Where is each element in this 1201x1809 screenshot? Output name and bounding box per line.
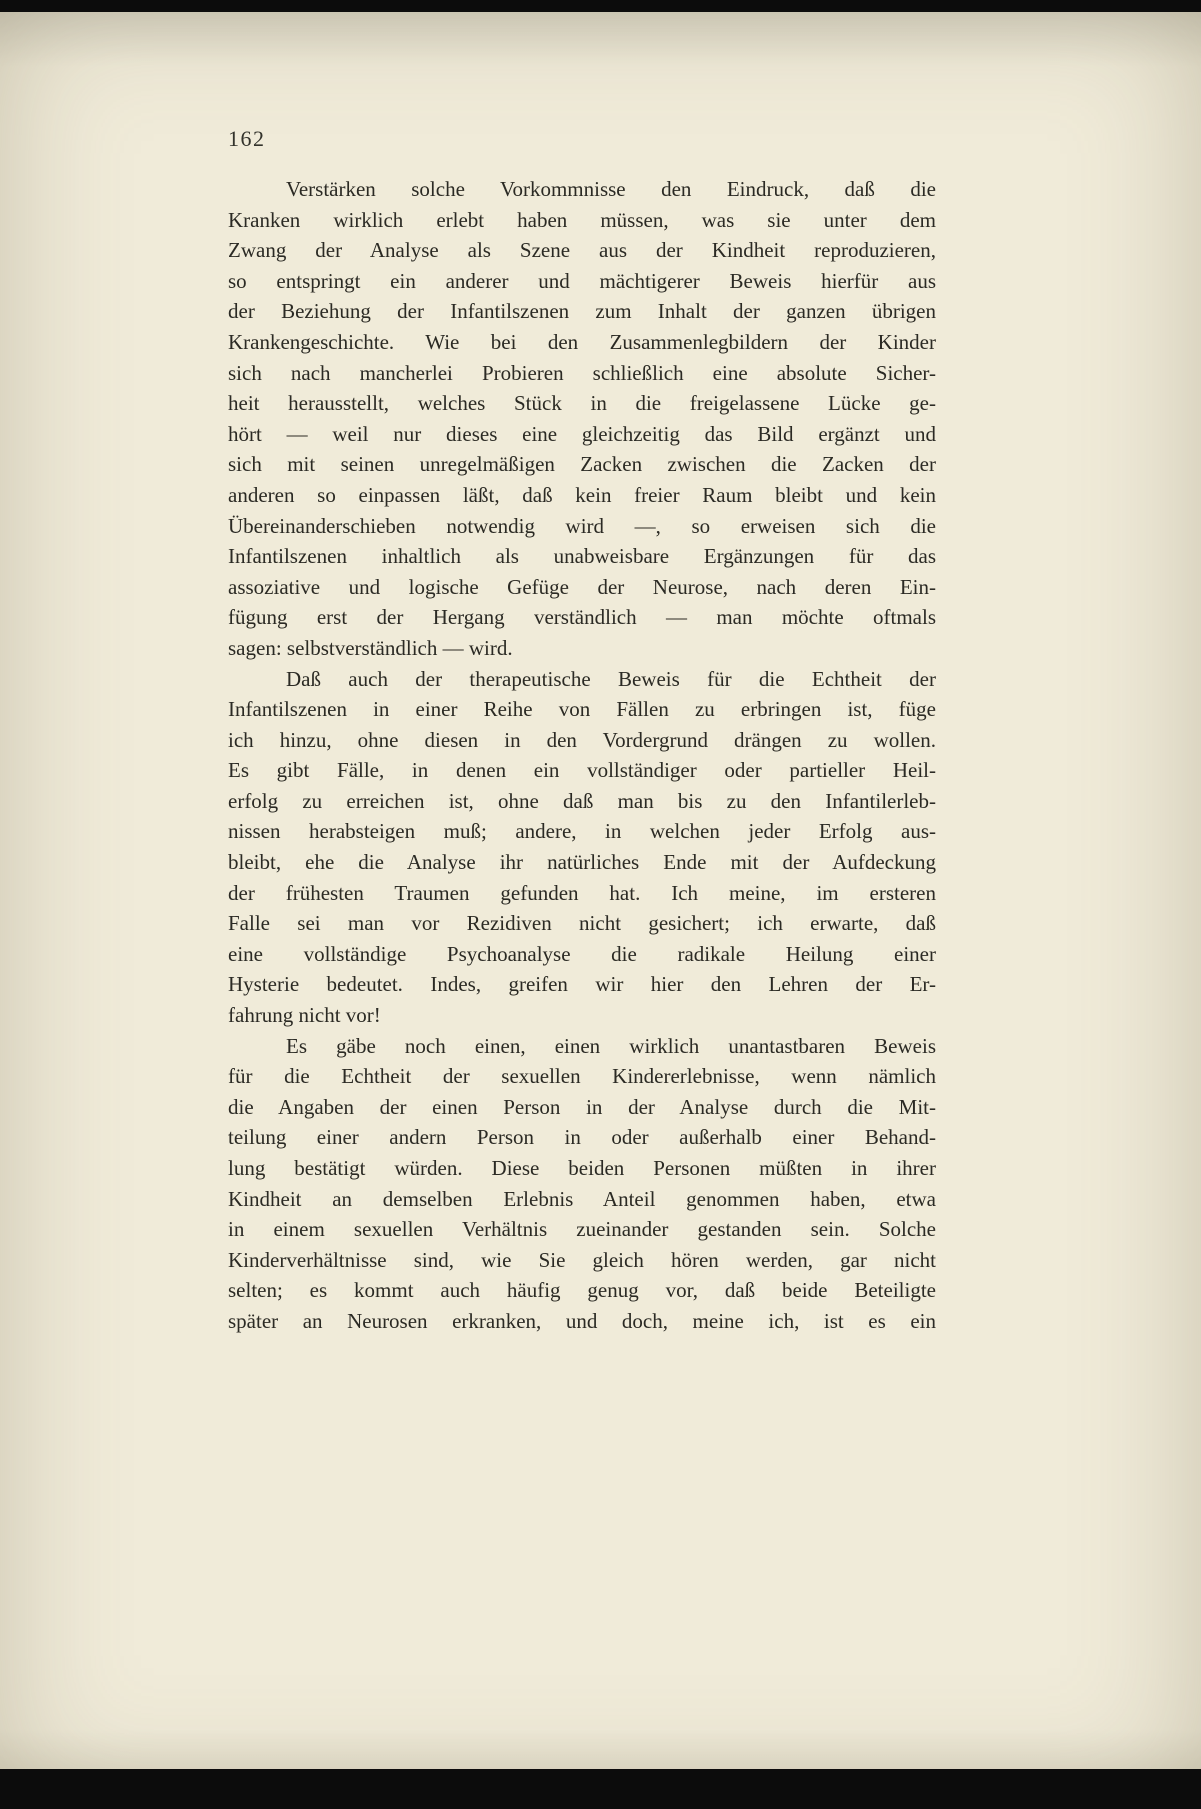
text-line: Es gäbe noch einen, einen wirklich unantastbaren Beweis: [286, 1033, 936, 1058]
text-line: für die Echtheit der sexuellen Kindererlebnisse, wenn nämlich: [228, 1064, 936, 1089]
text-line: eine vollständige Psychoanalyse die radikale Heilung einer: [228, 941, 936, 966]
text-line: Hysterie bedeutet. Indes, greifen wir hier den Lehren der Er-: [228, 972, 936, 997]
text-line: erfolg zu erreichen ist, ohne daß man bis zu den Infantilerleb-: [228, 788, 936, 813]
text-line: selten; es kommt auch häufig genug vor, daß beide Beteiligte: [228, 1278, 936, 1303]
text-line: sich nach mancherlei Probieren schließlich eine absolute Sicher-: [228, 360, 936, 385]
text-line: der Beziehung der Infantilszenen zum Inhalt der ganzen übrigen: [228, 299, 936, 324]
text-line: Verstärken solche Vorkommnisse den Eindruck, daß die: [286, 177, 936, 201]
text-line: Es gibt Fälle, in denen ein vollständiger oder partieller Heil-: [228, 758, 936, 783]
text-line: heit herausstellt, welches Stück in die freigelassene Lücke ge-: [228, 391, 936, 416]
scan-top-shadow: [0, 12, 1201, 67]
text-line: Infantilszenen inhaltlich als unabweisbare Ergänzungen für das: [228, 544, 936, 569]
text-line: fahrung nicht vor!: [228, 1003, 381, 1028]
text-line: sich mit seinen unregelmäßigen Zacken zwischen die Zacken der: [228, 452, 936, 477]
scan-edge-bottom: [0, 1769, 1201, 1809]
page-number: 162: [228, 126, 266, 151]
text-line: ich hinzu, ohne diesen in den Vordergrund drängen zu wollen.: [228, 727, 936, 752]
text-line: Übereinanderschieben notwendig wird —, so erweisen sich die: [228, 513, 936, 538]
text-line: bleibt, ehe die Analyse ihr natürliches Ende mit der Aufdeckung: [228, 850, 936, 875]
text-line: teilung einer andern Person in oder außerhalb einer Behand-: [228, 1125, 936, 1150]
text-line: der frühesten Traumen gefunden hat. Ich meine, im ersteren: [228, 880, 936, 905]
text-line: so entspringt ein anderer und mächtigerer Beweis hierfür aus: [228, 268, 936, 293]
text-line: Falle sei man vor Rezidiven nicht gesichert; ich erwarte, daß: [228, 911, 936, 936]
paragraph: [228, 1031, 936, 1337]
text-line: später an Neurosen erkranken, und doch, meine ich, ist es ein: [228, 1308, 936, 1333]
text-line: Zwang der Analyse als Szene aus der Kindheit reproduzieren,: [228, 238, 936, 263]
text-line: Krankengeschichte. Wie bei den Zusammenlegbildern der Kinder: [228, 329, 936, 354]
paragraph: [228, 174, 936, 664]
text-line: nissen herabsteigen muß; andere, in welchen jeder Erfolg aus-: [228, 819, 936, 844]
text-line: sagen: selbstverständlich — wird.: [228, 635, 513, 660]
text-line: assoziative und logische Gefüge der Neurose, nach deren Ein-: [228, 574, 936, 599]
text-block: [228, 174, 936, 1337]
text-line: Kindheit an demselben Erlebnis Anteil genommen haben, etwa: [228, 1186, 936, 1211]
text-line: Kranken wirklich erlebt haben müssen, was sie unter dem: [228, 207, 936, 232]
text-line: in einem sexuellen Verhältnis zueinander gestanden sein. Solche: [228, 1217, 936, 1242]
page-content: [228, 126, 936, 1337]
paragraph: [228, 664, 936, 1031]
text-line: Daß auch der therapeutische Beweis für die Echtheit der: [286, 666, 936, 691]
text-line: die Angaben der einen Person in der Analyse durch die Mit-: [228, 1094, 936, 1119]
text-line: anderen so einpassen läßt, daß kein freier Raum bleibt und kein: [228, 482, 936, 507]
text-line: Kinderverhältnisse sind, wie Sie gleich hören werden, gar nicht: [228, 1247, 936, 1272]
text-line: Infantilszenen in einer Reihe von Fällen zu erbringen ist, füge: [228, 697, 936, 722]
scan-bottom-shadow: [0, 1729, 1201, 1769]
scan-edge-top: [0, 0, 1201, 12]
text-line: fügung erst der Hergang verständlich — man möchte oftmals: [228, 605, 936, 630]
text-line: lung bestätigt würden. Diese beiden Personen müßten in ihrer: [228, 1156, 936, 1180]
text-line: hört — weil nur dieses eine gleichzeitig das Bild ergänzt und: [228, 421, 936, 446]
